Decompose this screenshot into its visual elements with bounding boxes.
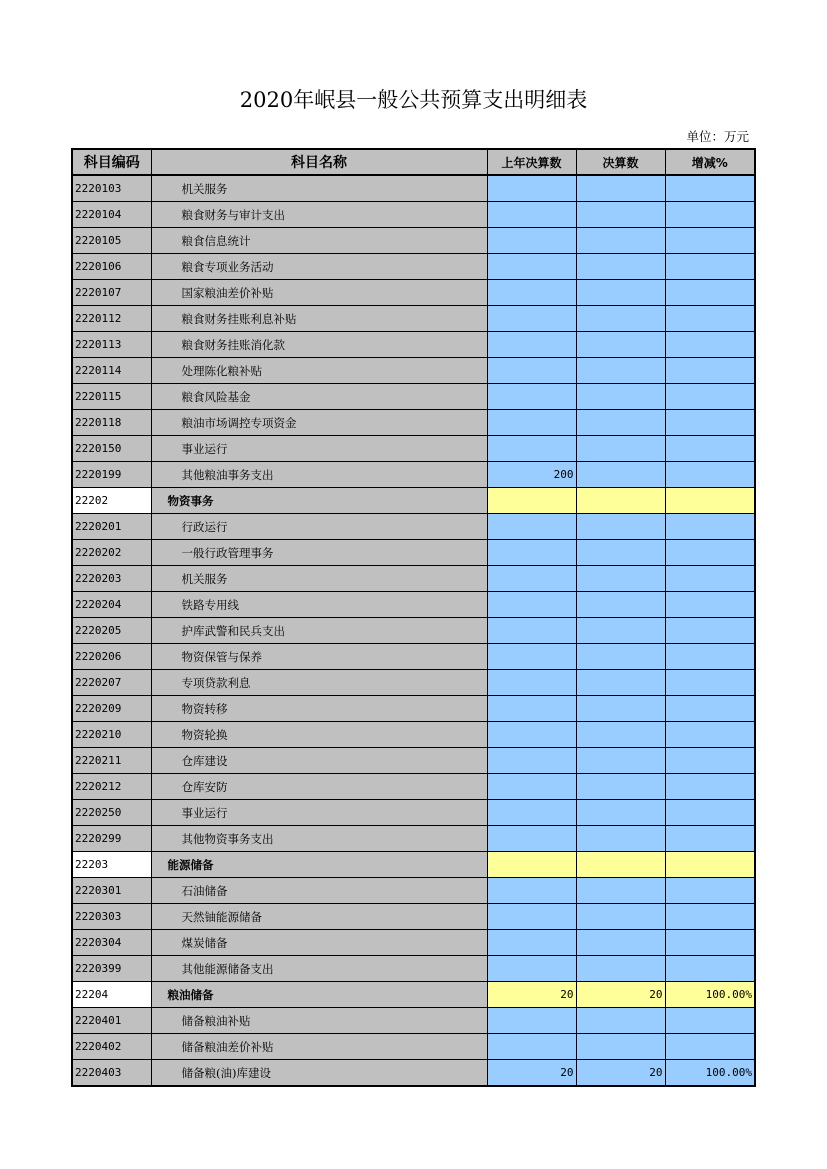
cell-prev — [487, 514, 576, 540]
cell-change — [665, 878, 755, 904]
table-row — [72, 306, 755, 332]
cell-final — [576, 175, 665, 202]
table-row — [72, 696, 755, 722]
cell-name: 粮食财务挂账利息补贴 — [151, 306, 487, 332]
cell-name: 物资转移 — [151, 696, 487, 722]
cell-change — [665, 202, 755, 228]
cell-name: 粮食财务与审计支出 — [151, 202, 487, 228]
table-header-row — [72, 149, 755, 175]
cell-final — [576, 1034, 665, 1060]
cell-name: 处理陈化粮补贴 — [151, 358, 487, 384]
cell-change: 100.00% — [665, 1060, 755, 1087]
table-row — [72, 462, 755, 488]
cell-name: 储备粮油补贴 — [151, 1008, 487, 1034]
cell-code: 2220105 — [72, 228, 151, 254]
header-change: 增减% — [665, 149, 755, 175]
cell-prev — [487, 644, 576, 670]
cell-name: 机关服务 — [151, 566, 487, 592]
table-group-row — [72, 982, 755, 1008]
cell-name: 护库武警和民兵支出 — [151, 618, 487, 644]
cell-prev — [487, 722, 576, 748]
cell-final — [576, 826, 665, 852]
cell-prev — [487, 540, 576, 566]
table-row — [72, 774, 755, 800]
cell-prev — [487, 670, 576, 696]
cell-code: 2220206 — [72, 644, 151, 670]
cell-final — [576, 540, 665, 566]
cell-name: 仓库安防 — [151, 774, 487, 800]
cell-name: 铁路专用线 — [151, 592, 487, 618]
cell-final — [576, 722, 665, 748]
cell-prev — [487, 306, 576, 332]
cell-code: 2220399 — [72, 956, 151, 982]
table-row — [72, 878, 755, 904]
cell-name: 一般行政管理事务 — [151, 540, 487, 566]
cell-code: 22203 — [72, 852, 151, 878]
cell-name: 能源储备 — [151, 852, 487, 878]
cell-final — [576, 618, 665, 644]
table-row — [72, 202, 755, 228]
cell-code: 2220212 — [72, 774, 151, 800]
cell-final — [576, 878, 665, 904]
cell-final — [576, 436, 665, 462]
page-title: 2020年岷县一般公共预算支出明细表 — [239, 88, 588, 112]
table-group-row — [72, 488, 755, 514]
cell-prev — [487, 436, 576, 462]
unit-label: 单位：万元 — [686, 129, 749, 144]
cell-change — [665, 930, 755, 956]
cell-name: 天然铀能源储备 — [151, 904, 487, 930]
cell-prev — [487, 878, 576, 904]
cell-final — [576, 410, 665, 436]
cell-change — [665, 306, 755, 332]
cell-prev — [487, 852, 576, 878]
cell-final — [576, 592, 665, 618]
cell-change — [665, 956, 755, 982]
cell-code: 2220210 — [72, 722, 151, 748]
cell-name: 其他能源储备支出 — [151, 956, 487, 982]
cell-final — [576, 384, 665, 410]
table-row — [72, 826, 755, 852]
cell-change — [665, 462, 755, 488]
cell-prev — [487, 358, 576, 384]
cell-prev — [487, 1034, 576, 1060]
cell-prev — [487, 384, 576, 410]
cell-final — [576, 774, 665, 800]
cell-change — [665, 540, 755, 566]
cell-prev — [487, 774, 576, 800]
cell-code: 2220199 — [72, 462, 151, 488]
cell-code: 2220401 — [72, 1008, 151, 1034]
table-group-row — [72, 852, 755, 878]
cell-final — [576, 254, 665, 280]
header-final: 决算数 — [576, 149, 665, 175]
table-row — [72, 800, 755, 826]
cell-code: 2220103 — [72, 175, 151, 202]
cell-prev — [487, 592, 576, 618]
cell-code: 2220107 — [72, 280, 151, 306]
table-row — [72, 748, 755, 774]
cell-change — [665, 410, 755, 436]
cell-change — [665, 1034, 755, 1060]
header-prev: 上年决算数 — [487, 149, 576, 175]
cell-final — [576, 332, 665, 358]
cell-final — [576, 280, 665, 306]
cell-name: 储备粮油差价补贴 — [151, 1034, 487, 1060]
cell-prev: 200 — [487, 462, 576, 488]
cell-change — [665, 384, 755, 410]
table-row — [72, 1008, 755, 1034]
cell-change — [665, 852, 755, 878]
cell-final — [576, 930, 665, 956]
cell-code: 2220204 — [72, 592, 151, 618]
table-row — [72, 1034, 755, 1060]
cell-final — [576, 462, 665, 488]
cell-change — [665, 826, 755, 852]
cell-final — [576, 644, 665, 670]
table-row — [72, 228, 755, 254]
cell-prev — [487, 930, 576, 956]
cell-name: 物资保管与保养 — [151, 644, 487, 670]
cell-prev — [487, 566, 576, 592]
cell-name: 粮油市场调控专项资金 — [151, 410, 487, 436]
table-row — [72, 175, 755, 202]
table-row — [72, 592, 755, 618]
cell-prev — [487, 228, 576, 254]
cell-prev — [487, 410, 576, 436]
cell-change — [665, 722, 755, 748]
cell-code: 2220114 — [72, 358, 151, 384]
cell-prev — [487, 175, 576, 202]
table-row — [72, 670, 755, 696]
cell-name: 仓库建设 — [151, 748, 487, 774]
cell-name: 粮食信息统计 — [151, 228, 487, 254]
cell-prev: 20 — [487, 1060, 576, 1087]
cell-final: 20 — [576, 1060, 665, 1087]
table-row — [72, 332, 755, 358]
cell-code: 2220301 — [72, 878, 151, 904]
table-row — [72, 254, 755, 280]
cell-code: 2220299 — [72, 826, 151, 852]
cell-name: 行政运行 — [151, 514, 487, 540]
cell-final — [576, 696, 665, 722]
table-row — [72, 384, 755, 410]
cell-name: 事业运行 — [151, 800, 487, 826]
cell-code: 2220304 — [72, 930, 151, 956]
cell-final — [576, 956, 665, 982]
cell-name: 石油储备 — [151, 878, 487, 904]
cell-prev: 20 — [487, 982, 576, 1008]
cell-code: 2220150 — [72, 436, 151, 462]
cell-name: 机关服务 — [151, 175, 487, 202]
table-row — [72, 358, 755, 384]
cell-change — [665, 644, 755, 670]
cell-code: 2220209 — [72, 696, 151, 722]
cell-prev — [487, 956, 576, 982]
cell-change — [665, 774, 755, 800]
table-row — [72, 436, 755, 462]
cell-final — [576, 1008, 665, 1034]
table-row — [72, 514, 755, 540]
cell-change — [665, 514, 755, 540]
cell-prev — [487, 488, 576, 514]
cell-code: 2220112 — [72, 306, 151, 332]
cell-change — [665, 904, 755, 930]
cell-change — [665, 566, 755, 592]
cell-name: 粮食风险基金 — [151, 384, 487, 410]
cell-name: 专项贷款利息 — [151, 670, 487, 696]
cell-change — [665, 696, 755, 722]
table-row — [72, 280, 755, 306]
cell-final: 20 — [576, 982, 665, 1008]
cell-change: 100.00% — [665, 982, 755, 1008]
cell-code: 2220211 — [72, 748, 151, 774]
cell-change — [665, 800, 755, 826]
cell-code: 2220202 — [72, 540, 151, 566]
cell-code: 2220115 — [72, 384, 151, 410]
cell-name: 物资轮换 — [151, 722, 487, 748]
cell-prev — [487, 332, 576, 358]
cell-prev — [487, 904, 576, 930]
table-row — [72, 566, 755, 592]
cell-final — [576, 800, 665, 826]
cell-change — [665, 358, 755, 384]
cell-final — [576, 566, 665, 592]
cell-final — [576, 306, 665, 332]
table-row — [72, 722, 755, 748]
cell-name: 国家粮油差价补贴 — [151, 280, 487, 306]
cell-prev — [487, 254, 576, 280]
cell-code: 2220203 — [72, 566, 151, 592]
cell-change — [665, 332, 755, 358]
cell-name: 粮油储备 — [151, 982, 487, 1008]
cell-final — [576, 904, 665, 930]
cell-code: 2220207 — [72, 670, 151, 696]
cell-name: 粮食专项业务活动 — [151, 254, 487, 280]
cell-final — [576, 358, 665, 384]
cell-change — [665, 436, 755, 462]
cell-final — [576, 488, 665, 514]
cell-change — [665, 670, 755, 696]
table-row — [72, 956, 755, 982]
cell-final — [576, 670, 665, 696]
table-row — [72, 930, 755, 956]
cell-final — [576, 852, 665, 878]
cell-final — [576, 228, 665, 254]
cell-code: 2220118 — [72, 410, 151, 436]
cell-code: 22202 — [72, 488, 151, 514]
cell-prev — [487, 748, 576, 774]
table-body — [72, 175, 755, 1086]
cell-code: 2220201 — [72, 514, 151, 540]
cell-final — [576, 202, 665, 228]
cell-change — [665, 1008, 755, 1034]
cell-prev — [487, 202, 576, 228]
cell-prev — [487, 826, 576, 852]
cell-name: 其他粮油事务支出 — [151, 462, 487, 488]
table-row — [72, 904, 755, 930]
cell-change — [665, 228, 755, 254]
cell-change — [665, 488, 755, 514]
cell-final — [576, 748, 665, 774]
table-row — [72, 1060, 755, 1087]
cell-name: 粮食财务挂账消化款 — [151, 332, 487, 358]
cell-prev — [487, 800, 576, 826]
cell-code: 2220205 — [72, 618, 151, 644]
cell-change — [665, 748, 755, 774]
cell-change — [665, 254, 755, 280]
cell-code: 22204 — [72, 982, 151, 1008]
budget-table — [71, 148, 756, 1087]
cell-change — [665, 175, 755, 202]
cell-name: 储备粮(油)库建设 — [151, 1060, 487, 1087]
cell-code: 2220402 — [72, 1034, 151, 1060]
cell-change — [665, 592, 755, 618]
cell-code: 2220106 — [72, 254, 151, 280]
table-row — [72, 618, 755, 644]
header-code: 科目编码 — [72, 149, 151, 175]
cell-name: 物资事务 — [151, 488, 487, 514]
cell-code: 2220403 — [72, 1060, 151, 1087]
cell-code: 2220104 — [72, 202, 151, 228]
cell-code: 2220303 — [72, 904, 151, 930]
cell-prev — [487, 280, 576, 306]
table-row — [72, 410, 755, 436]
cell-change — [665, 280, 755, 306]
cell-code: 2220113 — [72, 332, 151, 358]
cell-change — [665, 618, 755, 644]
cell-name: 其他物资事务支出 — [151, 826, 487, 852]
table-row — [72, 644, 755, 670]
cell-prev — [487, 696, 576, 722]
cell-name: 煤炭储备 — [151, 930, 487, 956]
cell-prev — [487, 1008, 576, 1034]
cell-code: 2220250 — [72, 800, 151, 826]
table-row — [72, 540, 755, 566]
cell-name: 事业运行 — [151, 436, 487, 462]
cell-final — [576, 514, 665, 540]
cell-prev — [487, 618, 576, 644]
header-name: 科目名称 — [151, 149, 487, 175]
